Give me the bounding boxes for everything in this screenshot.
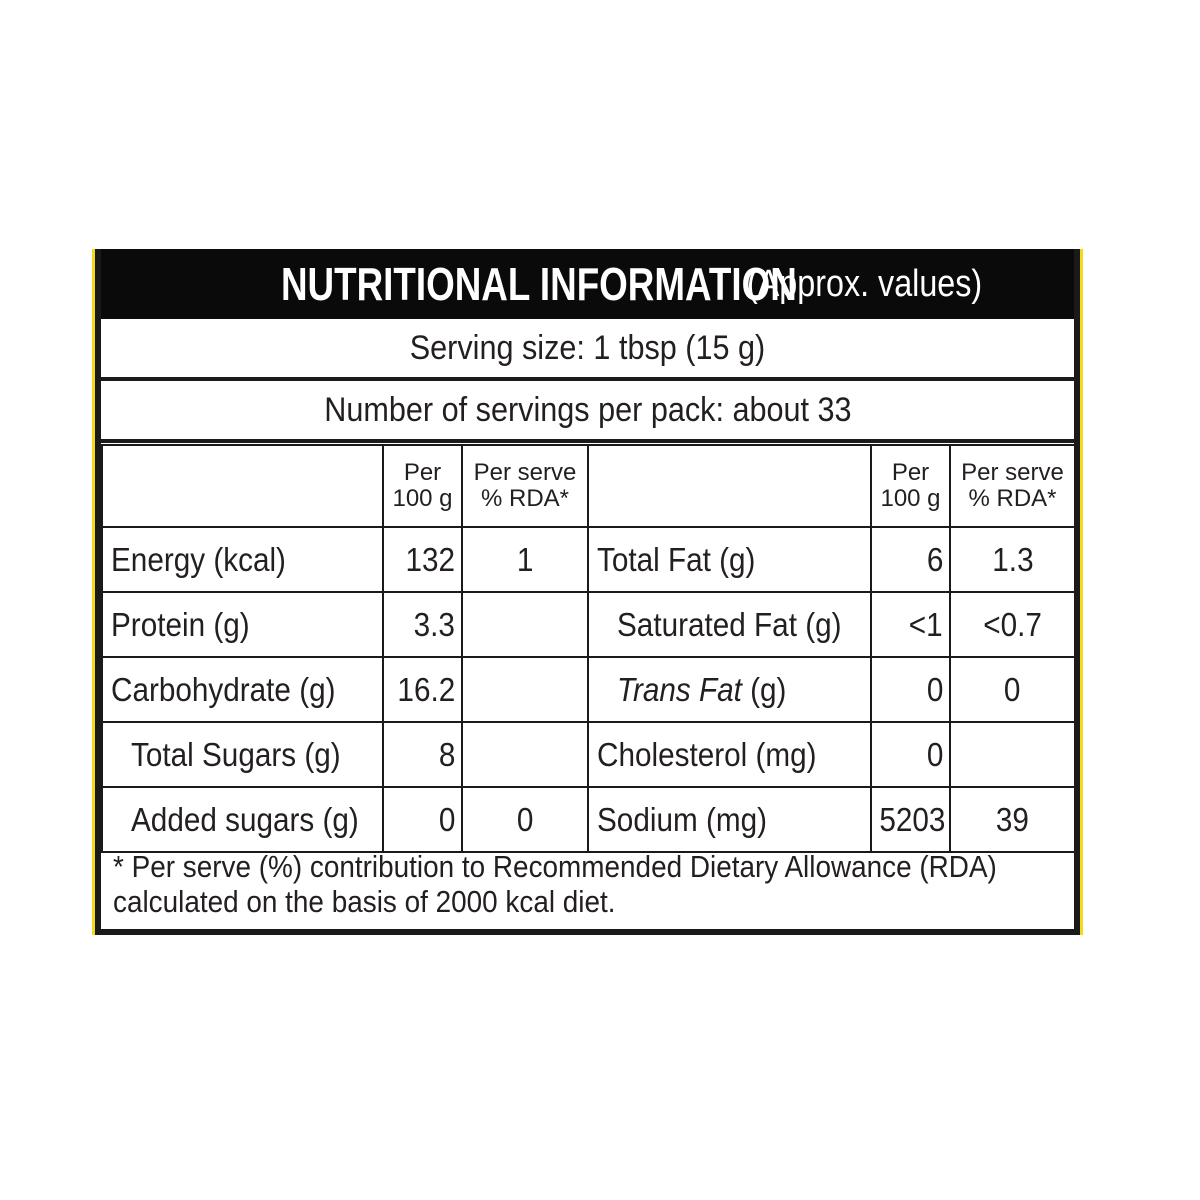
rda-value: [462, 722, 588, 787]
per-100g-value: 6: [871, 527, 950, 592]
per-100g-value: 0: [871, 722, 950, 787]
header-per-100g: Per 100 g: [871, 445, 950, 527]
rda-value: 0: [462, 787, 588, 852]
per-100g-value: 16.2: [383, 657, 462, 722]
servings-per-pack-band: [101, 381, 1074, 443]
nutrient-label: Energy (kcal): [102, 527, 383, 592]
nutrient-label: Protein (g): [102, 592, 383, 657]
rda-value: 1: [462, 527, 588, 592]
table-header-row: [102, 445, 1075, 527]
nutrient-label: Added sugars (g): [102, 787, 383, 852]
table-row: [102, 787, 1075, 852]
per-100g-value: 132: [383, 527, 462, 592]
nutrient-label: Saturated Fat (g): [588, 592, 871, 657]
header-blank-cell: [102, 445, 383, 527]
rda-value: [462, 592, 588, 657]
serving-size-band: [101, 319, 1074, 381]
rda-value: <0.7: [950, 592, 1075, 657]
per-100g-value: 0: [383, 787, 462, 852]
footnote-line-1: * Per serve (%) contribution to Recommended Dietary Allowance (RDA): [113, 849, 997, 884]
header-blank-cell: [588, 445, 871, 527]
nutrient-label: Total Fat (g): [588, 527, 871, 592]
nutrient-label: Trans Fat (g): [588, 657, 871, 722]
header-rda: Per serve % RDA*: [950, 445, 1075, 527]
nutrient-label: Sodium (mg): [588, 787, 871, 852]
label-subtitle: (Approx. values): [746, 262, 982, 305]
per-100g-value: 8: [383, 722, 462, 787]
nutrient-table: [101, 444, 1076, 853]
per-100g-value: 0: [871, 657, 950, 722]
per-100g-value: 5203: [871, 787, 950, 852]
rda-value: [462, 657, 588, 722]
nutrient-label: Total Sugars (g): [102, 722, 383, 787]
rda-value: [950, 722, 1075, 787]
label-title: NUTRITIONAL INFORMATION: [280, 258, 797, 310]
servings-per-pack-text: Number of servings per pack: about 33: [323, 390, 852, 429]
rda-footnote: [113, 849, 1068, 919]
header-per-100g: Per 100 g: [383, 445, 462, 527]
rda-value: 39: [950, 787, 1075, 852]
footnote-line-2: calculated on the basis of 2000 kcal diet.: [113, 884, 616, 919]
nutrient-label: Cholesterol (mg): [588, 722, 871, 787]
per-100g-value: <1: [871, 592, 950, 657]
table-row: [102, 657, 1075, 722]
per-100g-value: 3.3: [383, 592, 462, 657]
serving-size-text: Serving size: 1 tbsp (15 g): [409, 328, 766, 367]
label-header: [101, 249, 1074, 319]
rda-value: 1.3: [950, 527, 1075, 592]
nutrient-label: Carbohydrate (g): [102, 657, 383, 722]
table-row: [102, 527, 1075, 592]
table-row: [102, 722, 1075, 787]
nutrition-label: [95, 249, 1080, 935]
table-row: [102, 592, 1075, 657]
rda-value: 0: [950, 657, 1075, 722]
header-rda: Per serve % RDA*: [462, 445, 588, 527]
